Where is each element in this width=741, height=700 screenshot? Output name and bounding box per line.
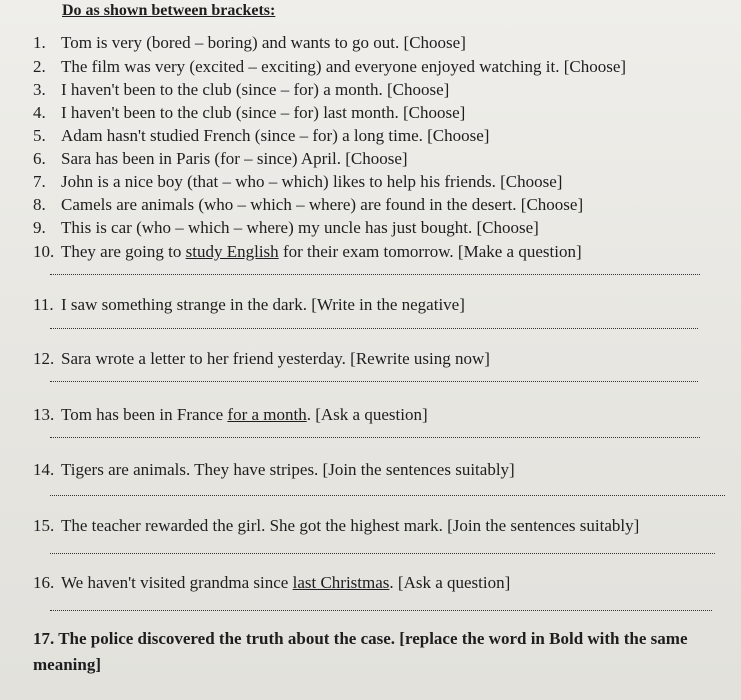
bold-word: discovered [137, 629, 215, 648]
question-2 [33, 57, 626, 77]
question-number: 14. [33, 460, 55, 479]
worksheet-heading: Do as shown between brackets: [62, 2, 276, 19]
question-text-start: Tom has been in France [61, 405, 228, 424]
question-text-start: We haven't visited grandma since [61, 573, 293, 592]
question-14 [33, 460, 515, 480]
question-1 [33, 33, 466, 53]
question-text-end: the truth about the case. [replace the word in Bold with the same meaning] [33, 629, 688, 675]
question-number: 12. [33, 349, 55, 368]
answer-line[interactable] [50, 495, 725, 496]
question-7 [33, 172, 562, 192]
question-text: The teacher rewarded the girl. She got the highest mark. [Join the sentences suitably] [61, 516, 640, 535]
question-15 [33, 516, 639, 536]
question-text-end: . [Ask a question] [389, 573, 511, 592]
question-number: 10. [33, 242, 55, 261]
answer-line[interactable] [50, 328, 698, 329]
question-9 [33, 218, 539, 238]
question-8 [33, 195, 583, 215]
answer-line[interactable] [50, 553, 715, 554]
question-12 [33, 349, 490, 369]
question-text: Tigers are animals. They have stripes. [Join the sentences suitably] [61, 460, 515, 479]
question-number: 4. [33, 103, 46, 122]
question-text-start: They are going to [61, 242, 186, 261]
question-17 [33, 626, 733, 679]
question-number: 6. [33, 149, 46, 168]
question-number: 17. [33, 629, 55, 648]
question-number: 8. [33, 195, 46, 214]
underlined-phrase: study English [185, 242, 279, 261]
question-5 [33, 126, 489, 146]
question-number: 3. [33, 80, 46, 99]
question-10 [33, 242, 582, 262]
answer-line[interactable] [50, 437, 700, 438]
question-text: Camels are animals (who – which – where) are found in the desert. [Choose] [61, 195, 584, 214]
question-number: 13. [33, 405, 55, 424]
answer-line[interactable] [50, 610, 712, 611]
question-text-start: The police [58, 629, 138, 648]
question-text-end: . [Ask a question] [306, 405, 428, 424]
answer-line[interactable] [50, 381, 698, 382]
question-number: 15. [33, 516, 55, 535]
question-text-end: for their exam tomorrow. [Make a question] [278, 242, 582, 261]
underlined-phrase: last Christmas [292, 573, 390, 592]
question-3 [33, 80, 449, 100]
question-6 [33, 149, 408, 169]
question-text: Adam hasn't studied French (since – for) a long time. [Choose] [61, 126, 490, 145]
question-text: Sara wrote a letter to her friend yesterday. [Rewrite using now] [61, 349, 490, 368]
question-number: 7. [33, 172, 46, 191]
question-4 [33, 103, 465, 123]
question-number: 5. [33, 126, 46, 145]
question-number: 11. [33, 295, 54, 314]
question-text: I haven't been to the club (since – for) a month. [Choose] [61, 80, 450, 99]
question-text: Tom is very (bored – boring) and wants to go out. [Choose] [61, 33, 466, 52]
question-number: 9. [33, 218, 46, 237]
question-text: I haven't been to the club (since – for) last month. [Choose] [61, 103, 466, 122]
question-number: 16. [33, 573, 55, 592]
question-text: The film was very (excited – exciting) and everyone enjoyed watching it. [Choose] [61, 57, 627, 76]
underlined-phrase: for a month [227, 405, 307, 424]
question-13 [33, 405, 428, 425]
question-text: This is car (who – which – where) my uncle has just bought. [Choose] [61, 218, 539, 237]
question-11 [33, 295, 465, 315]
question-text: John is a nice boy (that – who – which) likes to help his friends. [Choose] [61, 172, 563, 191]
answer-line[interactable] [50, 274, 700, 275]
question-text: Sara has been in Paris (for – since) April. [Choose] [61, 149, 408, 168]
question-text: I saw something strange in the dark. [Write in the negative] [61, 295, 465, 314]
question-number: 2. [33, 57, 46, 76]
question-16 [33, 573, 510, 593]
question-number: 1. [33, 33, 46, 52]
